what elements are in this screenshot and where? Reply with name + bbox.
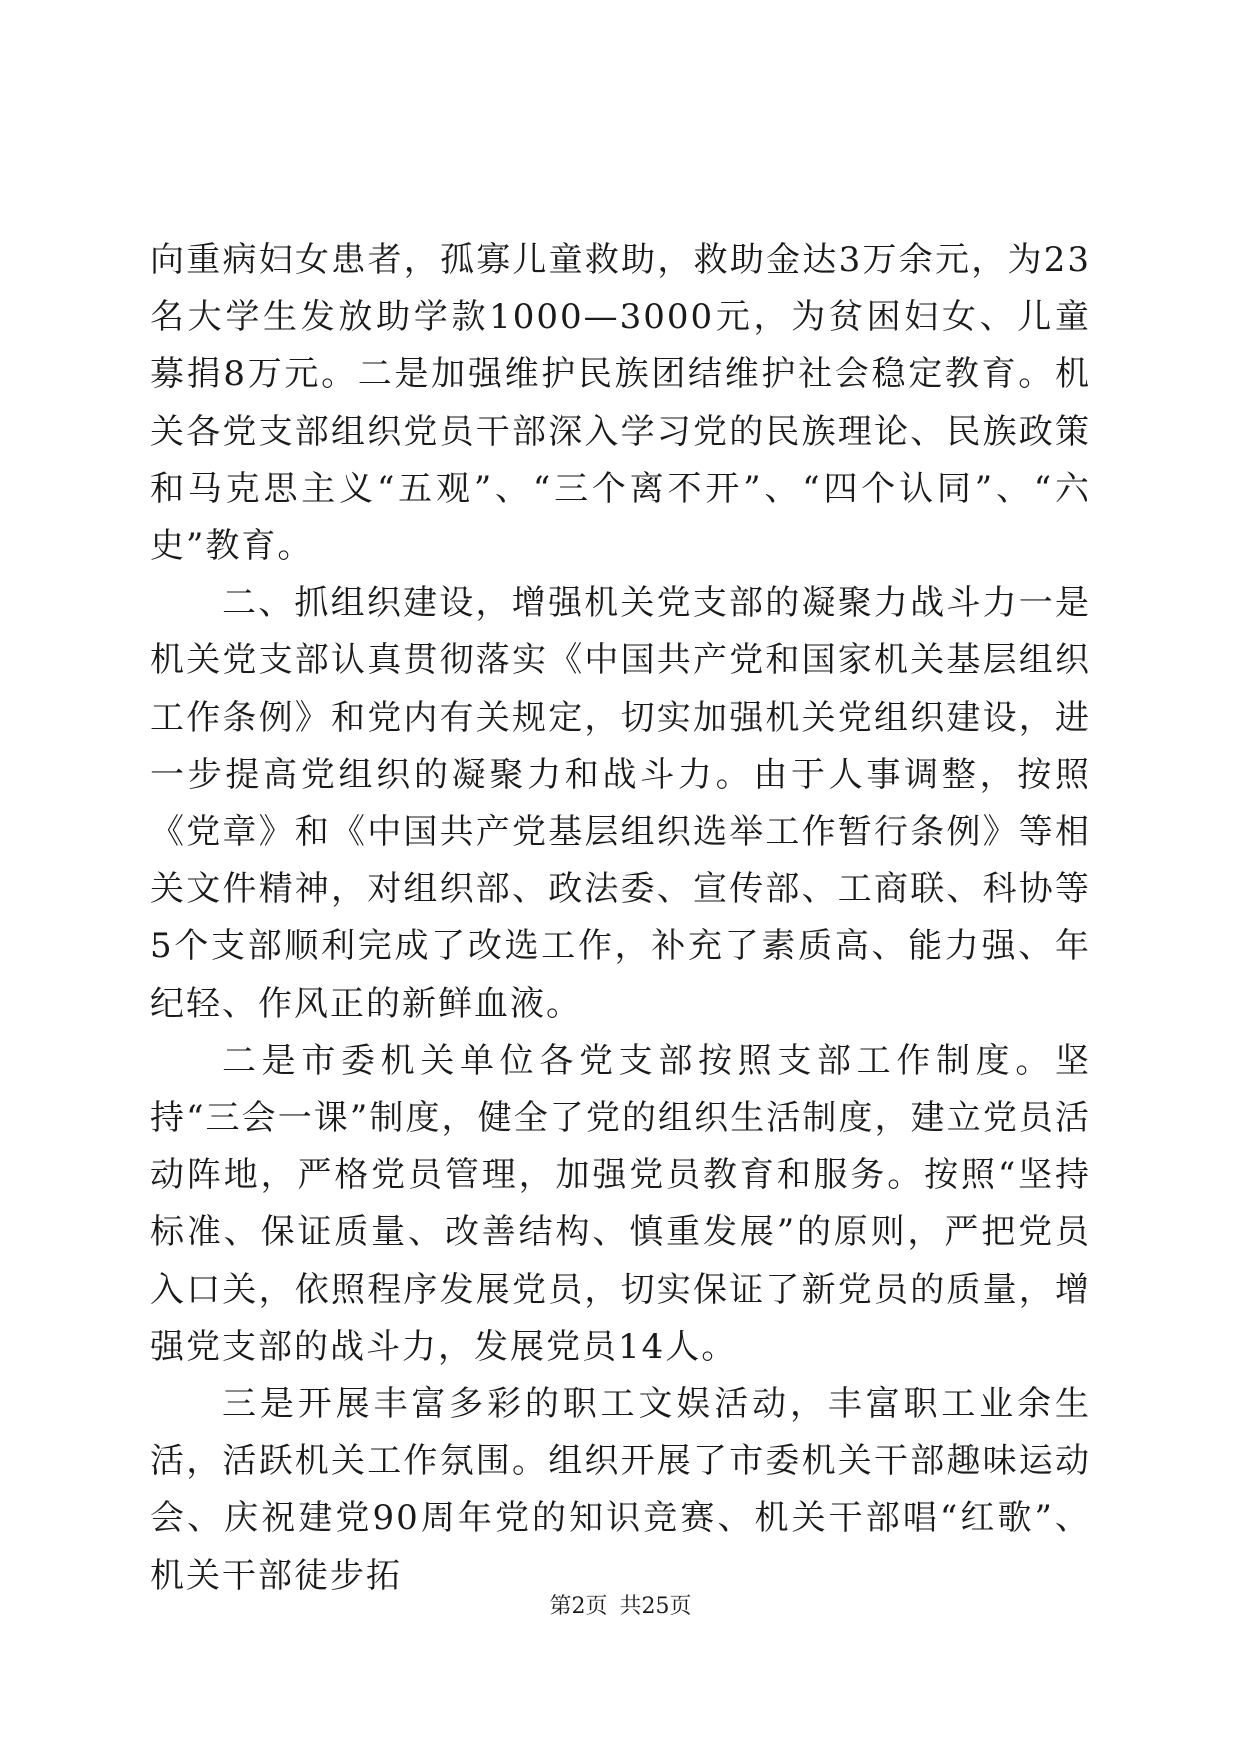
- page-number: 第2页: [549, 1594, 608, 1619]
- paragraph-3: 二是市委机关单位各党支部按照支部工作制度。坚持“三会一课”制度，健全了党的组织生活制度，建立党员活动阵地，严格党员管理，加强党员教育和服务。按照“坚持标准、保证质量、改善结构、慎重发展”的原则，严把党员入口关，依照程序发展党员，切实保证了新党员的质量，增强党支部的战斗力，发展党员14人。: [150, 1040, 1091, 1367]
- paragraph-4: 三是开展丰富多彩的职工文娱活动，丰富职工业余生活，活跃机关工作氛围。组织开展了市委机关干部趣味运动会、庆祝建党90周年党的知识竞赛、机关干部唱“红歌”、机关干部徒步拓: [150, 1384, 1091, 1596]
- paragraph-1: 向重病妇女患者，孤寡儿童救助，救助金达3万余元，为23名大学生发放助学款1000—3000元，为贫困妇女、儿童募捐8万元。二是加强维护民族团结维护社会稳定教育。机关各党支部组织党员干部深入学习党的民族理论、民族政策和马克思主义“五观”、“三个离不开”、“四个认同”、“六史”教育。: [150, 240, 1091, 567]
- page-total: 共25页: [619, 1594, 692, 1619]
- paragraph-2: 二、抓组织建设，增强机关党支部的凝聚力战斗力一是机关党支部认真贯彻落实《中国共产党和国家机关基层组织工作条例》和党内有关规定，切实加强机关党组织建设，进一步提高党组织的凝聚力和战斗力。由于人事调整，按照《党章》和《中国共产党基层组织选举工作暂行条例》等相关文件精神，对组织部、政法委、宣传部、工商联、科协等5个支部顺利完成了改选工作，补充了素质高、能力强、年纪轻、作风正的新鲜血液。: [150, 583, 1091, 1024]
- document-body: [150, 232, 1091, 1605]
- page-footer: [0, 1593, 1241, 1621]
